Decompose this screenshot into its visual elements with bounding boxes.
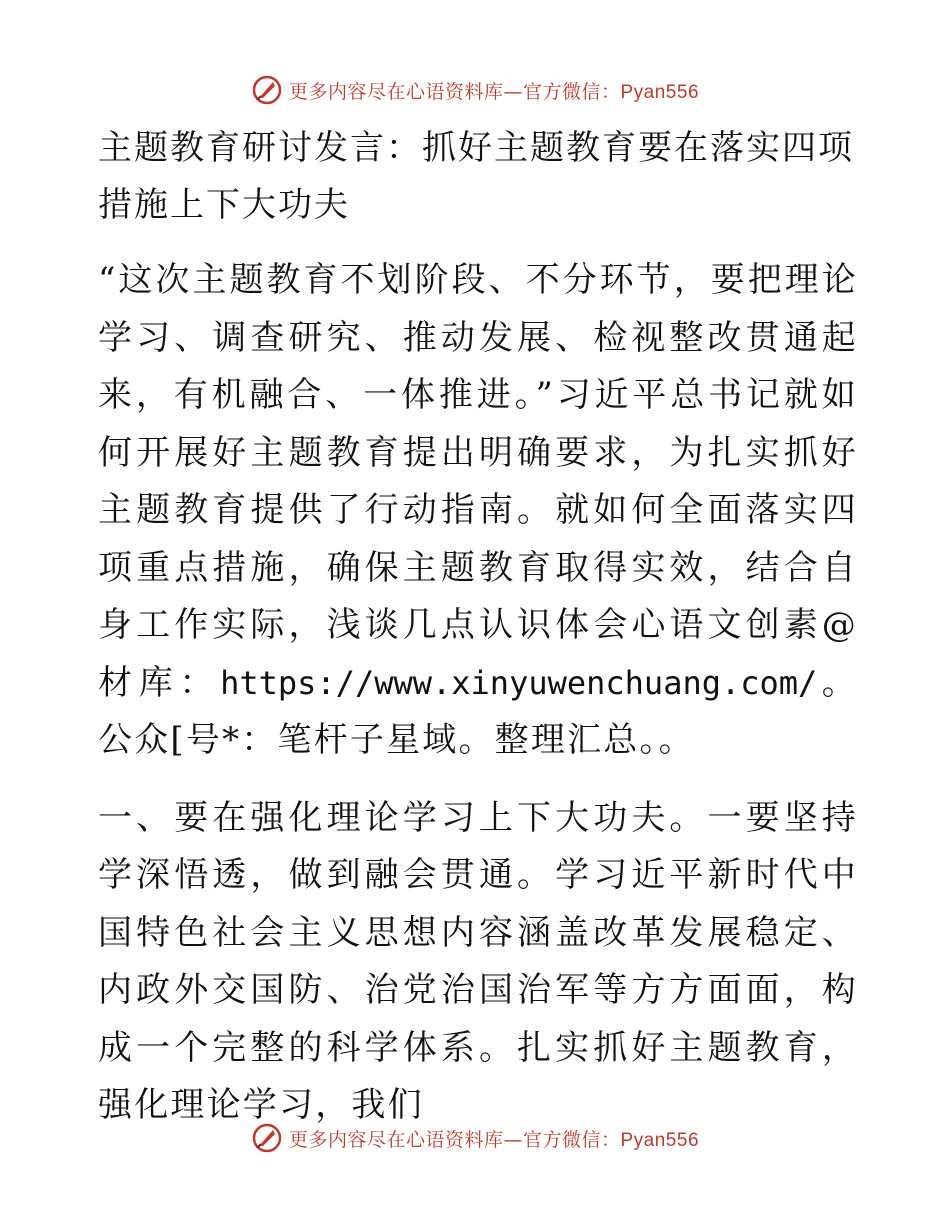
- paragraph-section-one: 一、要在强化理论学习上下大功夫。一要坚持学深悟透，做到融会贯通。学习近平新时代中国特色社会主义思想内容涵盖改革发展稳定、内政外交国防、治党治国治军等方方面面，构成一个完整的科学体系。扎实抓好主题教育，强化理论学习，我们: [98, 797, 858, 1125]
- document-body: [98, 120, 858, 1155]
- quill-logo-icon: [251, 74, 283, 106]
- quill-logo-icon: [251, 1122, 283, 1154]
- document-title: 主题教育研讨发言：抓好主题教育要在落实四项措施上下大功夫: [98, 128, 854, 225]
- source-url: https://www.xinyuwenchuang.com/: [220, 663, 818, 702]
- watermark-text: 更多内容尽在心语资料库—官方微信：Pyan556: [288, 80, 700, 103]
- watermark-text: 更多内容尽在心语资料库—官方微信：Pyan556: [288, 1128, 700, 1151]
- watermark-banner-top: [0, 70, 950, 110]
- paragraph-intro-text: “这次主题教育不划阶段、不分环节，要把理论学习、调查研究、推动发展、检视整改贯通起来，有机融合、一体推进。”习近平总书记就如何开展好主题教育提出明确要求，为扎实抓好主题教育提供了行动指南。就如何全面落实四项重点措施，确保主题教育取得实效，结合自身工作实际，浅谈几点认识体会心语文创素@材库：: [98, 260, 858, 703]
- paragraph-intro: [98, 252, 858, 770]
- paragraph-intro-tail: 。公众[号*：笔杆子星域。整理汇总。。: [98, 662, 859, 760]
- watermark-banner-bottom: [0, 1118, 950, 1158]
